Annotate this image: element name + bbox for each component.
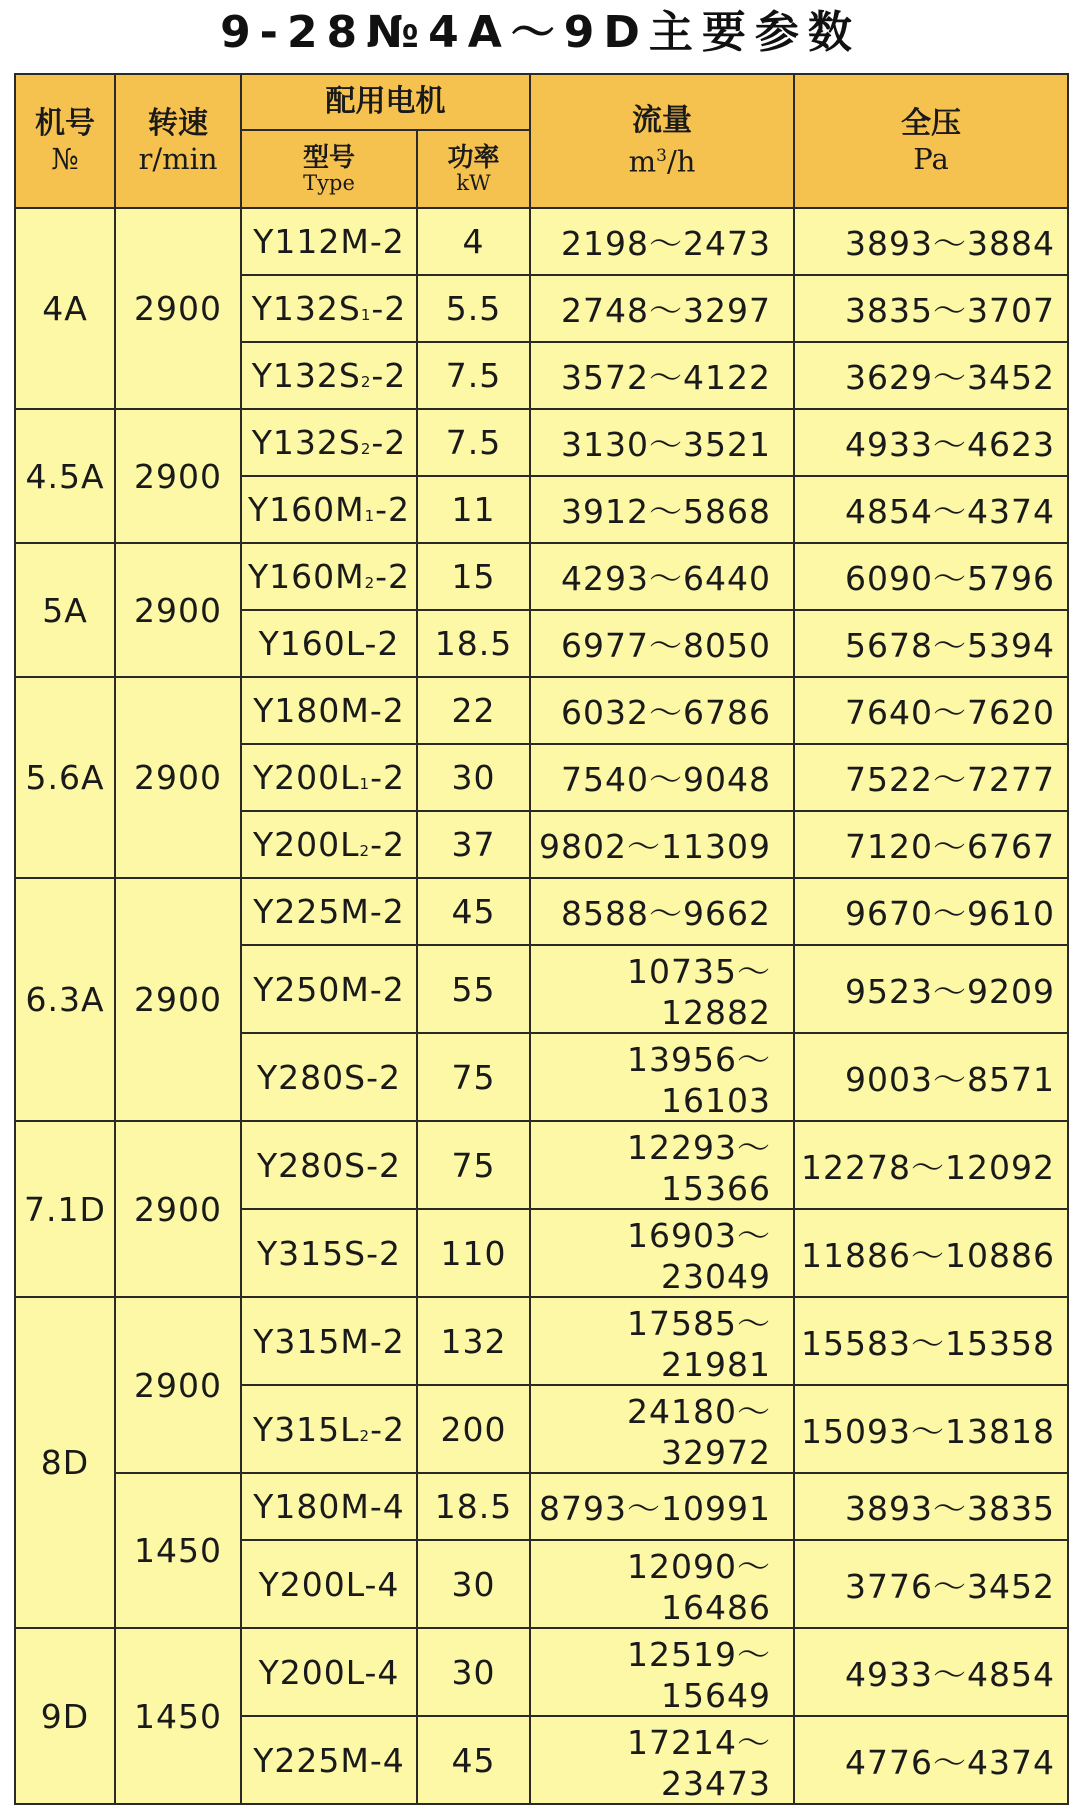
- motor-type-text: Y180M-4: [253, 1487, 405, 1526]
- motor-type-text: Y250M-2: [253, 969, 405, 1009]
- power-cell: 110: [417, 1209, 530, 1297]
- motor-type-cell: [241, 1473, 417, 1540]
- header-speed: [115, 74, 241, 208]
- speed-cell: 2900: [115, 409, 241, 543]
- flow-cell: 16903～23049: [530, 1209, 794, 1297]
- motor-type-suffix: -2: [370, 1409, 405, 1449]
- machine-no-cell: 7.1D: [15, 1121, 115, 1297]
- motor-type-cell: [241, 610, 417, 677]
- motor-type-cell: [241, 1033, 417, 1121]
- motor-type-text: Y160M: [247, 490, 365, 529]
- motor-type-text: Y180M-2: [253, 691, 405, 730]
- table-header: [15, 74, 1068, 208]
- speed-cell: 1450: [115, 1473, 241, 1628]
- power-cell: 7.5: [417, 342, 530, 409]
- flow-cell: 3912～5868: [530, 476, 794, 543]
- table-body: [15, 208, 1068, 1804]
- flow-cell: 2748～3297: [530, 275, 794, 342]
- power-cell: 5.5: [417, 275, 530, 342]
- motor-type-text: Y280S-2: [257, 1145, 401, 1185]
- motor-type-text: Y132S: [251, 289, 361, 328]
- flow-cell: 10735～12882: [530, 945, 794, 1033]
- motor-type-text: Y132S: [251, 423, 361, 462]
- speed-cell: 2900: [115, 1121, 241, 1297]
- motor-type-cell: [241, 543, 417, 610]
- machine-no-cell: 4A: [15, 208, 115, 409]
- motor-type-suffix: -2: [375, 490, 411, 529]
- power-cell: 4: [417, 208, 530, 275]
- motor-type-text: Y132S: [251, 356, 361, 395]
- motor-type-suffix: -2: [371, 423, 407, 462]
- flow-cell: 24180～32972: [530, 1385, 794, 1473]
- header-motor: [241, 74, 530, 130]
- flow-cell: 12090～16486: [530, 1540, 794, 1628]
- parameter-table: [14, 73, 1069, 1805]
- pressure-cell: 3835～3707: [794, 275, 1068, 342]
- pressure-cell: 7120～6767: [794, 811, 1068, 878]
- motor-type-suffix: -2: [371, 356, 407, 395]
- flow-cell: 9802～11309: [530, 811, 794, 878]
- pressure-cell: 3776～3452: [794, 1540, 1068, 1628]
- motor-type-cell: [241, 1385, 417, 1473]
- header-flow: [530, 74, 794, 208]
- header-motor-zh: 配用电机: [325, 84, 446, 119]
- flow-cell: 8588～9662: [530, 878, 794, 945]
- motor-type-cell: [241, 878, 417, 945]
- pressure-cell: 9670～9610: [794, 878, 1068, 945]
- page-title: 9-28№4A～9D主要参数: [220, 7, 861, 58]
- table-row: [15, 878, 1068, 945]
- motor-type-text: Y160L-2: [258, 624, 400, 663]
- table-row: [15, 1628, 1068, 1716]
- pressure-cell: 15583～15358: [794, 1297, 1068, 1385]
- power-cell: 200: [417, 1385, 530, 1473]
- pressure-cell: 9523～9209: [794, 945, 1068, 1033]
- power-cell: 30: [417, 1628, 530, 1716]
- machine-no-cell: 5.6A: [15, 677, 115, 878]
- header-power: [417, 130, 530, 208]
- machine-no-cell: 8D: [15, 1297, 115, 1628]
- speed-cell: 2900: [115, 208, 241, 409]
- motor-type-cell: [241, 1540, 417, 1628]
- header-type-en: Type: [303, 171, 355, 195]
- motor-type-cell: [241, 275, 417, 342]
- motor-type-suffix: -2: [375, 557, 411, 596]
- pressure-cell: 4933～4623: [794, 409, 1068, 476]
- power-cell: 22: [417, 677, 530, 744]
- table-row: [15, 543, 1068, 610]
- flow-cell: 4293～6440: [530, 543, 794, 610]
- pressure-cell: 12278～12092: [794, 1121, 1068, 1209]
- motor-type-cell: [241, 208, 417, 275]
- power-cell: 55: [417, 945, 530, 1033]
- motor-type-cell: [241, 1297, 417, 1385]
- pressure-cell: 4854～4374: [794, 476, 1068, 543]
- motor-type-suffix: -2: [370, 825, 405, 864]
- header-flow-unit-base: m: [628, 144, 657, 179]
- motor-type-text: Y315L: [253, 1409, 360, 1449]
- header-speed-en: r/min: [138, 142, 218, 176]
- flow-cell: 6032～6786: [530, 677, 794, 744]
- motor-type-subscript: 2: [360, 373, 372, 391]
- machine-no-cell: 6.3A: [15, 878, 115, 1121]
- header-power-zh: 功率: [447, 143, 500, 173]
- header-machine-no: [15, 74, 115, 208]
- motor-type-cell: [241, 677, 417, 744]
- motor-type-cell: [241, 1628, 417, 1716]
- header-flow-unit: [531, 139, 793, 179]
- power-cell: 75: [417, 1121, 530, 1209]
- flow-cell: 12293～15366: [530, 1121, 794, 1209]
- speed-cell: 2900: [115, 878, 241, 1121]
- motor-type-subscript: 1: [359, 775, 371, 793]
- header-machine-no-en: №: [51, 142, 79, 176]
- pressure-cell: 9003～8571: [794, 1033, 1068, 1121]
- speed-cell: 2900: [115, 543, 241, 677]
- header-pressure: [794, 74, 1068, 208]
- pressure-cell: 4776～4374: [794, 1716, 1068, 1804]
- table-row: [15, 677, 1068, 744]
- motor-type-cell: [241, 1716, 417, 1804]
- motor-type-cell: [241, 744, 417, 811]
- header-flow-zh: 流量: [632, 103, 692, 139]
- pressure-cell: 3893～3884: [794, 208, 1068, 275]
- flow-cell: 17214～23473: [530, 1716, 794, 1804]
- power-cell: 75: [417, 1033, 530, 1121]
- motor-type-subscript: 1: [360, 306, 372, 324]
- flow-cell: 2198～2473: [530, 208, 794, 275]
- flow-cell: 6977～8050: [530, 610, 794, 677]
- header-flow-unit-post: /h: [666, 144, 696, 179]
- power-cell: 132: [417, 1297, 530, 1385]
- motor-type-cell: [241, 342, 417, 409]
- power-cell: 18.5: [417, 610, 530, 677]
- header-machine-no-zh: 机号: [35, 106, 95, 141]
- motor-type-text: Y200L-4: [258, 1652, 400, 1692]
- speed-cell: 2900: [115, 677, 241, 878]
- table-row: [15, 1121, 1068, 1209]
- flow-cell: 8793～10991: [530, 1473, 794, 1540]
- motor-type-text: Y160M: [247, 557, 365, 596]
- pressure-cell: 7522～7277: [794, 744, 1068, 811]
- motor-type-text: Y225M-4: [253, 1740, 405, 1780]
- motor-type-text: Y200L-4: [258, 1564, 400, 1604]
- table-row: [15, 208, 1068, 275]
- table-row: [15, 409, 1068, 476]
- pressure-cell: 7640～7620: [794, 677, 1068, 744]
- speed-cell: 2900: [115, 1297, 241, 1473]
- power-cell: 7.5: [417, 409, 530, 476]
- header-speed-zh: 转速: [148, 106, 208, 141]
- motor-type-text: Y112M-2: [253, 222, 405, 261]
- power-cell: 18.5: [417, 1473, 530, 1540]
- header-flow-unit-sup: 3: [656, 146, 667, 167]
- header-pressure-zh: 全压: [901, 106, 961, 141]
- motor-type-text: Y280S-2: [257, 1057, 401, 1097]
- table-row: [15, 1473, 1068, 1540]
- flow-cell: 7540～9048: [530, 744, 794, 811]
- table-row: [15, 1297, 1068, 1385]
- machine-no-cell: 5A: [15, 543, 115, 677]
- machine-no-cell: 4.5A: [15, 409, 115, 543]
- pressure-cell: 11886～10886: [794, 1209, 1068, 1297]
- pressure-cell: 6090～5796: [794, 543, 1068, 610]
- motor-type-text: Y315M-2: [253, 1321, 405, 1361]
- motor-type-subscript: 1: [364, 507, 376, 525]
- motor-type-subscript: 2: [360, 440, 372, 458]
- power-cell: 45: [417, 1716, 530, 1804]
- motor-type-subscript: 2: [364, 574, 376, 592]
- flow-cell: 17585～21981: [530, 1297, 794, 1385]
- motor-type-cell: [241, 811, 417, 878]
- motor-type-text: Y200L: [253, 825, 360, 864]
- pressure-cell: 5678～5394: [794, 610, 1068, 677]
- motor-type-text: Y315S-2: [257, 1233, 401, 1273]
- pressure-cell: 15093～13818: [794, 1385, 1068, 1473]
- power-cell: 11: [417, 476, 530, 543]
- power-cell: 37: [417, 811, 530, 878]
- motor-type-cell: [241, 1121, 417, 1209]
- header-type-zh: 型号: [302, 143, 355, 173]
- motor-type-subscript: 2: [359, 1426, 371, 1445]
- speed-cell: 1450: [115, 1628, 241, 1804]
- pressure-cell: 3629～3452: [794, 342, 1068, 409]
- flow-cell: 3572～4122: [530, 342, 794, 409]
- power-cell: 30: [417, 744, 530, 811]
- motor-type-suffix: -2: [370, 758, 405, 797]
- motor-type-text: Y200L: [253, 758, 360, 797]
- power-cell: 30: [417, 1540, 530, 1628]
- header-type: [241, 130, 417, 208]
- motor-type-cell: [241, 409, 417, 476]
- header-power-en: kW: [456, 171, 491, 195]
- pressure-cell: 3893～3835: [794, 1473, 1068, 1540]
- flow-cell: 3130～3521: [530, 409, 794, 476]
- header-pressure-en: Pa: [913, 142, 949, 176]
- power-cell: 15: [417, 543, 530, 610]
- motor-type-text: Y225M-2: [253, 892, 405, 931]
- flow-cell: 12519～15649: [530, 1628, 794, 1716]
- motor-type-subscript: 2: [359, 842, 371, 860]
- motor-type-suffix: -2: [371, 289, 407, 328]
- power-cell: 45: [417, 878, 530, 945]
- motor-type-cell: [241, 945, 417, 1033]
- motor-type-cell: [241, 1209, 417, 1297]
- flow-cell: 13956～16103: [530, 1033, 794, 1121]
- motor-type-cell: [241, 476, 417, 543]
- pressure-cell: 4933～4854: [794, 1628, 1068, 1716]
- machine-no-cell: 9D: [15, 1628, 115, 1804]
